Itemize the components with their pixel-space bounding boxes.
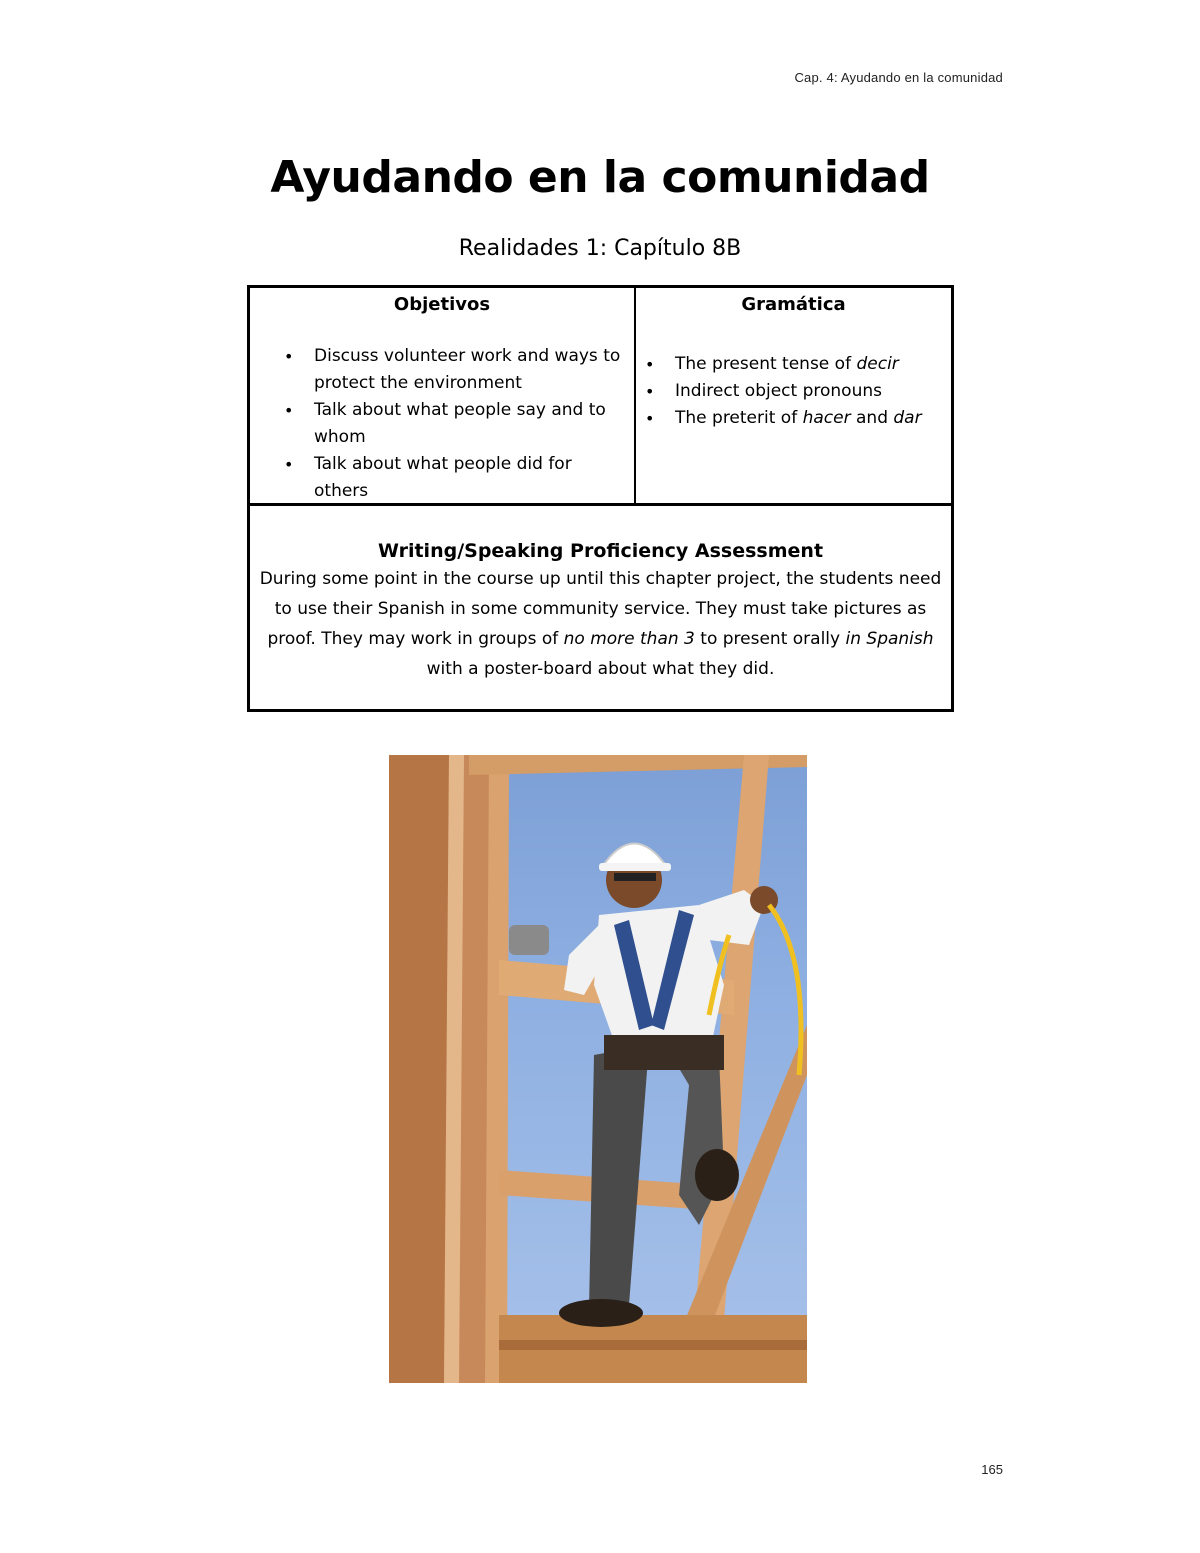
- gramatica-cell: [636, 288, 951, 503]
- page-title: Ayudando en la comunidad: [270, 152, 930, 203]
- page-number: 165: [981, 1462, 1003, 1477]
- construction-worker-photo: [389, 755, 807, 1383]
- page-subtitle: Realidades 1: Capítulo 8B: [458, 236, 742, 261]
- photo-illustration: [389, 755, 807, 1383]
- table-top-row: [250, 288, 951, 506]
- gramatica-item: • The preterit of hacer and dar: [675, 405, 947, 432]
- gramatica-heading: Gramática: [741, 294, 846, 315]
- assessment-heading: Writing/Speaking Proficiency Assessment: [377, 540, 824, 562]
- gramatica-item: • Indirect object pronouns: [675, 378, 947, 405]
- assessment-body: During some point in the course up until this chapter project, the students need to use their Spanish in some community service. They must take pictures as proof. They may work in groups of no more than 3 to present orally in Spanish with a poster-board about what they did.: [259, 569, 942, 679]
- assessment-cell: [250, 506, 951, 709]
- chapter-overview-table: [247, 285, 954, 712]
- objetivo-item: • Talk about what people did for others: [314, 451, 630, 505]
- nail-gun: [509, 925, 549, 955]
- running-header: Cap. 4: Ayudando en la comunidad: [794, 70, 1003, 85]
- worker-legs: [589, 1045, 649, 1310]
- gramatica-list: [675, 351, 947, 432]
- objetivo-item: • Talk about what people say and to whom: [314, 397, 630, 451]
- objetivos-list: [314, 343, 630, 505]
- gramatica-item: • The present tense of decir: [675, 351, 947, 378]
- objetivo-item: • Discuss volunteer work and ways to protect the environment: [314, 343, 630, 397]
- worker-torso: [594, 905, 724, 1055]
- objetivos-cell: [250, 288, 636, 503]
- objetivos-heading: Objetivos: [393, 294, 491, 315]
